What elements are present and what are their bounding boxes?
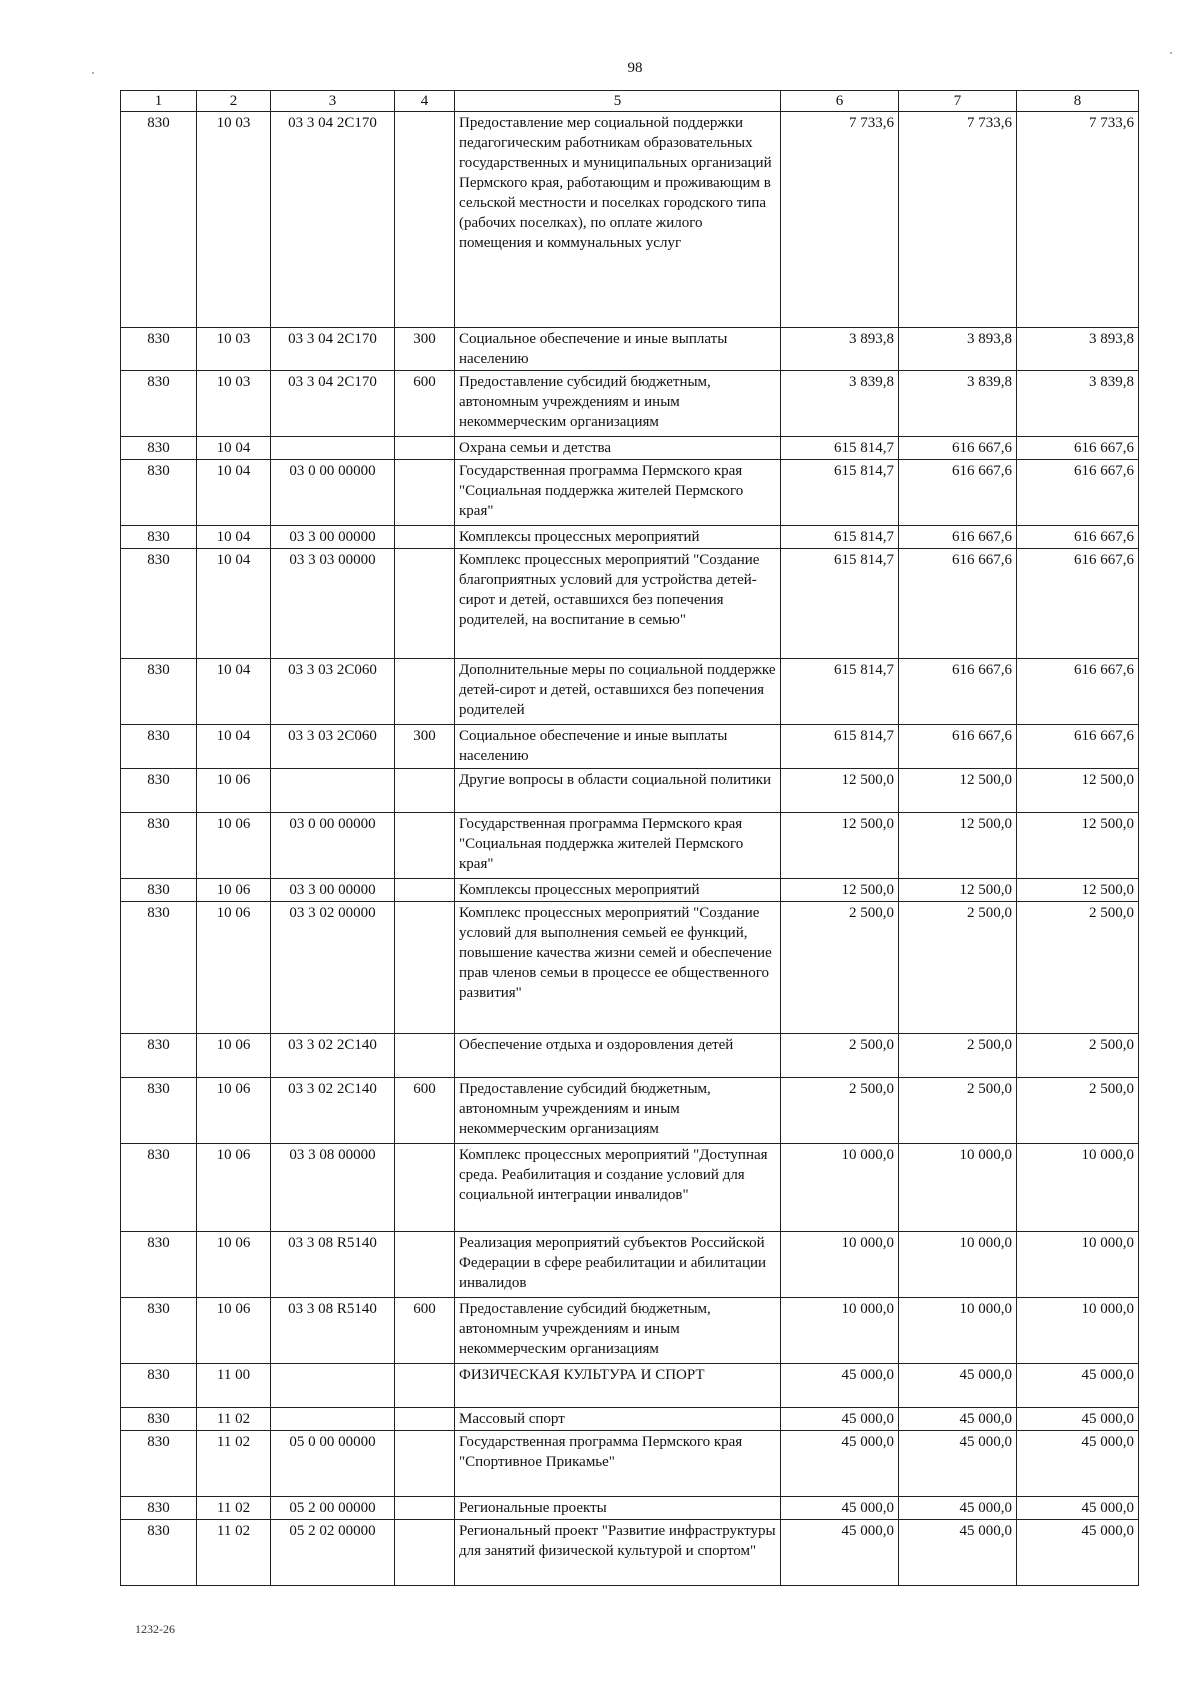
cell-name: Другие вопросы в области социальной политики <box>455 769 781 813</box>
cell-amount-col6: 12 500,0 <box>781 769 899 813</box>
column-header: 2 <box>197 91 271 112</box>
cell-name: Охрана семьи и детства <box>455 437 781 460</box>
cell-name: Региональный проект "Развитие инфраструктуры для занятий физической культурой и спортом" <box>455 1520 781 1586</box>
scan-speck <box>92 72 94 74</box>
cell-target-article: 03 3 02 00000 <box>271 902 395 1034</box>
cell-amount-col6: 45 000,0 <box>781 1497 899 1520</box>
cell-amount-col6: 45 000,0 <box>781 1520 899 1586</box>
cell-expense-type <box>395 112 455 328</box>
table-row <box>121 1520 1139 1586</box>
cell-section-code: 10 06 <box>197 1298 271 1364</box>
document-code: 1232-26 <box>135 1622 175 1636</box>
cell-administrator-code: 830 <box>121 549 197 659</box>
cell-amount-col7: 12 500,0 <box>899 769 1017 813</box>
cell-section-code: 11 02 <box>197 1497 271 1520</box>
cell-amount-col6: 615 814,7 <box>781 437 899 460</box>
cell-target-article: 03 3 04 2С170 <box>271 371 395 437</box>
table-row <box>121 437 1139 460</box>
cell-administrator-code: 830 <box>121 328 197 371</box>
table-row <box>121 1232 1139 1298</box>
cell-amount-col7: 616 667,6 <box>899 526 1017 549</box>
cell-expense-type <box>395 1431 455 1497</box>
table-row <box>121 813 1139 879</box>
cell-expense-type <box>395 1144 455 1232</box>
table-row <box>121 371 1139 437</box>
cell-administrator-code: 830 <box>121 437 197 460</box>
cell-amount-col6: 10 000,0 <box>781 1232 899 1298</box>
cell-target-article <box>271 437 395 460</box>
cell-section-code: 10 03 <box>197 328 271 371</box>
cell-section-code: 10 06 <box>197 879 271 902</box>
cell-target-article: 03 3 08 00000 <box>271 1144 395 1232</box>
cell-administrator-code: 830 <box>121 1034 197 1078</box>
cell-expense-type: 300 <box>395 328 455 371</box>
cell-name: Комплекс процессных мероприятий "Создание условий для выполнения семьей ее функций, повышение качества жизни семей и обеспечение прав членов семьи в процессе ее общественного развития" <box>455 902 781 1034</box>
cell-amount-col6: 45 000,0 <box>781 1408 899 1431</box>
cell-name: Государственная программа Пермского края "Социальная поддержка жителей Пермского края" <box>455 813 781 879</box>
column-header: 7 <box>899 91 1017 112</box>
cell-target-article: 03 3 03 00000 <box>271 549 395 659</box>
cell-name: Комплексы процессных мероприятий <box>455 526 781 549</box>
cell-amount-col6: 615 814,7 <box>781 659 899 725</box>
page-number: 98 <box>627 60 643 76</box>
cell-section-code: 10 04 <box>197 659 271 725</box>
cell-name: Социальное обеспечение и иные выплаты населению <box>455 725 781 769</box>
cell-amount-col7: 2 500,0 <box>899 902 1017 1034</box>
cell-amount-col8: 2 500,0 <box>1017 902 1139 1034</box>
cell-amount-col8: 45 000,0 <box>1017 1431 1139 1497</box>
cell-amount-col7: 45 000,0 <box>899 1364 1017 1408</box>
cell-amount-col8: 2 500,0 <box>1017 1034 1139 1078</box>
column-header: 8 <box>1017 91 1139 112</box>
cell-amount-col7: 2 500,0 <box>899 1034 1017 1078</box>
cell-amount-col6: 12 500,0 <box>781 879 899 902</box>
cell-expense-type <box>395 659 455 725</box>
cell-target-article: 03 3 04 2С170 <box>271 328 395 371</box>
cell-administrator-code: 830 <box>121 1431 197 1497</box>
cell-administrator-code: 830 <box>121 526 197 549</box>
table-header-row <box>121 91 1139 112</box>
cell-target-article: 03 0 00 00000 <box>271 813 395 879</box>
cell-administrator-code: 830 <box>121 1232 197 1298</box>
cell-administrator-code: 830 <box>121 1497 197 1520</box>
column-header: 1 <box>121 91 197 112</box>
cell-expense-type: 300 <box>395 725 455 769</box>
table-row <box>121 902 1139 1034</box>
cell-target-article: 03 3 02 2С140 <box>271 1034 395 1078</box>
cell-administrator-code: 830 <box>121 371 197 437</box>
cell-expense-type <box>395 549 455 659</box>
cell-administrator-code: 830 <box>121 813 197 879</box>
cell-section-code: 10 06 <box>197 1232 271 1298</box>
cell-target-article <box>271 1364 395 1408</box>
cell-name: Государственная программа Пермского края "Социальная поддержка жителей Пермского края" <box>455 460 781 526</box>
cell-administrator-code: 830 <box>121 1298 197 1364</box>
cell-administrator-code: 830 <box>121 1364 197 1408</box>
cell-amount-col6: 45 000,0 <box>781 1431 899 1497</box>
cell-amount-col7: 10 000,0 <box>899 1232 1017 1298</box>
cell-expense-type <box>395 526 455 549</box>
cell-amount-col8: 12 500,0 <box>1017 879 1139 902</box>
cell-section-code: 11 02 <box>197 1408 271 1431</box>
cell-amount-col6: 3 839,8 <box>781 371 899 437</box>
table-row <box>121 1431 1139 1497</box>
table-row <box>121 1298 1139 1364</box>
cell-amount-col7: 3 893,8 <box>899 328 1017 371</box>
cell-amount-col6: 7 733,6 <box>781 112 899 328</box>
cell-section-code: 10 06 <box>197 902 271 1034</box>
cell-section-code: 10 04 <box>197 526 271 549</box>
cell-amount-col7: 10 000,0 <box>899 1298 1017 1364</box>
cell-target-article: 03 3 00 00000 <box>271 879 395 902</box>
cell-amount-col8: 10 000,0 <box>1017 1144 1139 1232</box>
cell-name: Массовый спорт <box>455 1408 781 1431</box>
cell-expense-type <box>395 902 455 1034</box>
cell-amount-col8: 45 000,0 <box>1017 1408 1139 1431</box>
cell-amount-col8: 10 000,0 <box>1017 1298 1139 1364</box>
table-row <box>121 549 1139 659</box>
table-row <box>121 879 1139 902</box>
cell-amount-col6: 45 000,0 <box>781 1364 899 1408</box>
cell-administrator-code: 830 <box>121 460 197 526</box>
cell-amount-col8: 3 893,8 <box>1017 328 1139 371</box>
cell-amount-col6: 10 000,0 <box>781 1144 899 1232</box>
column-header: 5 <box>455 91 781 112</box>
cell-amount-col8: 45 000,0 <box>1017 1520 1139 1586</box>
cell-amount-col7: 10 000,0 <box>899 1144 1017 1232</box>
cell-amount-col7: 616 667,6 <box>899 725 1017 769</box>
cell-target-article: 03 3 04 2С170 <box>271 112 395 328</box>
cell-amount-col6: 615 814,7 <box>781 526 899 549</box>
cell-administrator-code: 830 <box>121 659 197 725</box>
cell-amount-col6: 615 814,7 <box>781 460 899 526</box>
cell-section-code: 11 02 <box>197 1431 271 1497</box>
cell-amount-col8: 616 667,6 <box>1017 549 1139 659</box>
cell-expense-type <box>395 1232 455 1298</box>
column-header: 3 <box>271 91 395 112</box>
cell-target-article: 05 2 00 00000 <box>271 1497 395 1520</box>
table-row <box>121 328 1139 371</box>
cell-name: Реализация мероприятий субъектов Российской Федерации в сфере реабилитации и абилитации инвалидов <box>455 1232 781 1298</box>
cell-section-code: 10 04 <box>197 437 271 460</box>
cell-target-article: 05 0 00 00000 <box>271 1431 395 1497</box>
cell-amount-col7: 7 733,6 <box>899 112 1017 328</box>
cell-amount-col8: 616 667,6 <box>1017 460 1139 526</box>
cell-target-article: 03 3 03 2С060 <box>271 725 395 769</box>
cell-amount-col8: 45 000,0 <box>1017 1364 1139 1408</box>
cell-target-article: 03 0 00 00000 <box>271 460 395 526</box>
cell-amount-col6: 2 500,0 <box>781 1078 899 1144</box>
cell-amount-col8: 616 667,6 <box>1017 526 1139 549</box>
cell-name: Предоставление мер социальной поддержки педагогическим работникам образовательных государственных и муниципальных организаций Пермского края, работающим и проживающим в сельской местности и поселках городского типа (рабочих поселках), по оплате жилого помещения и коммунальных услуг <box>455 112 781 328</box>
cell-target-article: 05 2 02 00000 <box>271 1520 395 1586</box>
cell-expense-type <box>395 460 455 526</box>
cell-amount-col7: 2 500,0 <box>899 1078 1017 1144</box>
table-row <box>121 1144 1139 1232</box>
cell-amount-col8: 616 667,6 <box>1017 659 1139 725</box>
cell-name: Предоставление субсидий бюджетным, автономным учреждениям и иным некоммерческим организациям <box>455 371 781 437</box>
table-row <box>121 725 1139 769</box>
cell-amount-col8: 10 000,0 <box>1017 1232 1139 1298</box>
cell-name: Предоставление субсидий бюджетным, автономным учреждениям и иным некоммерческим организациям <box>455 1078 781 1144</box>
cell-section-code: 10 04 <box>197 549 271 659</box>
cell-target-article: 03 3 08 R5140 <box>271 1232 395 1298</box>
cell-target-article <box>271 1408 395 1431</box>
table-row <box>121 526 1139 549</box>
cell-name: Предоставление субсидий бюджетным, автономным учреждениям и иным некоммерческим организациям <box>455 1298 781 1364</box>
cell-expense-type <box>395 1497 455 1520</box>
cell-section-code: 10 06 <box>197 1078 271 1144</box>
cell-amount-col6: 615 814,7 <box>781 549 899 659</box>
table-row <box>121 1034 1139 1078</box>
cell-amount-col6: 10 000,0 <box>781 1298 899 1364</box>
cell-administrator-code: 830 <box>121 1144 197 1232</box>
column-header: 6 <box>781 91 899 112</box>
cell-expense-type <box>395 437 455 460</box>
cell-administrator-code: 830 <box>121 769 197 813</box>
cell-amount-col8: 3 839,8 <box>1017 371 1139 437</box>
cell-section-code: 10 04 <box>197 460 271 526</box>
cell-target-article <box>271 769 395 813</box>
cell-name: Региональные проекты <box>455 1497 781 1520</box>
cell-amount-col8: 616 667,6 <box>1017 725 1139 769</box>
cell-name: Государственная программа Пермского края "Спортивное Прикамье" <box>455 1431 781 1497</box>
cell-expense-type <box>395 879 455 902</box>
cell-section-code: 11 02 <box>197 1520 271 1586</box>
cell-name: Обеспечение отдыха и оздоровления детей <box>455 1034 781 1078</box>
cell-section-code: 11 00 <box>197 1364 271 1408</box>
cell-section-code: 10 06 <box>197 1144 271 1232</box>
cell-amount-col6: 12 500,0 <box>781 813 899 879</box>
cell-name: Комплекс процессных мероприятий "Доступная среда. Реабилитация и создание условий для социальной интеграции инвалидов" <box>455 1144 781 1232</box>
cell-section-code: 10 03 <box>197 371 271 437</box>
cell-target-article: 03 3 08 R5140 <box>271 1298 395 1364</box>
cell-expense-type: 600 <box>395 1078 455 1144</box>
budget-table <box>120 90 1139 1586</box>
cell-administrator-code: 830 <box>121 112 197 328</box>
cell-administrator-code: 830 <box>121 1520 197 1586</box>
cell-section-code: 10 03 <box>197 112 271 328</box>
cell-administrator-code: 830 <box>121 1078 197 1144</box>
cell-expense-type <box>395 1034 455 1078</box>
cell-section-code: 10 06 <box>197 813 271 879</box>
cell-amount-col7: 616 667,6 <box>899 437 1017 460</box>
cell-section-code: 10 06 <box>197 769 271 813</box>
cell-expense-type <box>395 1520 455 1586</box>
cell-administrator-code: 830 <box>121 879 197 902</box>
cell-amount-col7: 12 500,0 <box>899 879 1017 902</box>
table-row <box>121 659 1139 725</box>
cell-amount-col8: 616 667,6 <box>1017 437 1139 460</box>
table-row <box>121 1497 1139 1520</box>
cell-name: ФИЗИЧЕСКАЯ КУЛЬТУРА И СПОРТ <box>455 1364 781 1408</box>
table-row <box>121 1408 1139 1431</box>
cell-amount-col8: 12 500,0 <box>1017 813 1139 879</box>
cell-name: Комплексы процессных мероприятий <box>455 879 781 902</box>
table-row <box>121 112 1139 328</box>
cell-expense-type: 600 <box>395 371 455 437</box>
cell-expense-type: 600 <box>395 1298 455 1364</box>
cell-expense-type <box>395 769 455 813</box>
cell-administrator-code: 830 <box>121 1408 197 1431</box>
cell-amount-col6: 2 500,0 <box>781 1034 899 1078</box>
cell-expense-type <box>395 1364 455 1408</box>
cell-target-article: 03 3 02 2С140 <box>271 1078 395 1144</box>
cell-administrator-code: 830 <box>121 902 197 1034</box>
cell-amount-col6: 3 893,8 <box>781 328 899 371</box>
cell-amount-col8: 7 733,6 <box>1017 112 1139 328</box>
cell-amount-col7: 45 000,0 <box>899 1431 1017 1497</box>
cell-amount-col8: 2 500,0 <box>1017 1078 1139 1144</box>
cell-amount-col7: 45 000,0 <box>899 1497 1017 1520</box>
cell-name: Комплекс процессных мероприятий "Создание благоприятных условий для устройства детей-сирот и детей, оставшихся без попечения родителей, на воспитание в семью" <box>455 549 781 659</box>
cell-amount-col8: 45 000,0 <box>1017 1497 1139 1520</box>
cell-amount-col7: 616 667,6 <box>899 659 1017 725</box>
cell-administrator-code: 830 <box>121 725 197 769</box>
cell-amount-col6: 2 500,0 <box>781 902 899 1034</box>
cell-section-code: 10 06 <box>197 1034 271 1078</box>
table-body <box>121 112 1139 1586</box>
cell-amount-col6: 615 814,7 <box>781 725 899 769</box>
cell-expense-type <box>395 813 455 879</box>
table-row <box>121 1364 1139 1408</box>
scan-speck <box>1170 52 1172 54</box>
cell-amount-col7: 45 000,0 <box>899 1520 1017 1586</box>
cell-expense-type <box>395 1408 455 1431</box>
table-row <box>121 1078 1139 1144</box>
cell-name: Дополнительные меры по социальной поддержке детей-сирот и детей, оставшихся без попечения родителей <box>455 659 781 725</box>
cell-section-code: 10 04 <box>197 725 271 769</box>
table-row <box>121 769 1139 813</box>
cell-amount-col7: 616 667,6 <box>899 460 1017 526</box>
cell-amount-col7: 12 500,0 <box>899 813 1017 879</box>
cell-target-article: 03 3 03 2С060 <box>271 659 395 725</box>
cell-amount-col8: 12 500,0 <box>1017 769 1139 813</box>
cell-amount-col7: 616 667,6 <box>899 549 1017 659</box>
column-header: 4 <box>395 91 455 112</box>
cell-target-article: 03 3 00 00000 <box>271 526 395 549</box>
table-row <box>121 460 1139 526</box>
cell-amount-col7: 3 839,8 <box>899 371 1017 437</box>
cell-name: Социальное обеспечение и иные выплаты населению <box>455 328 781 371</box>
cell-amount-col7: 45 000,0 <box>899 1408 1017 1431</box>
